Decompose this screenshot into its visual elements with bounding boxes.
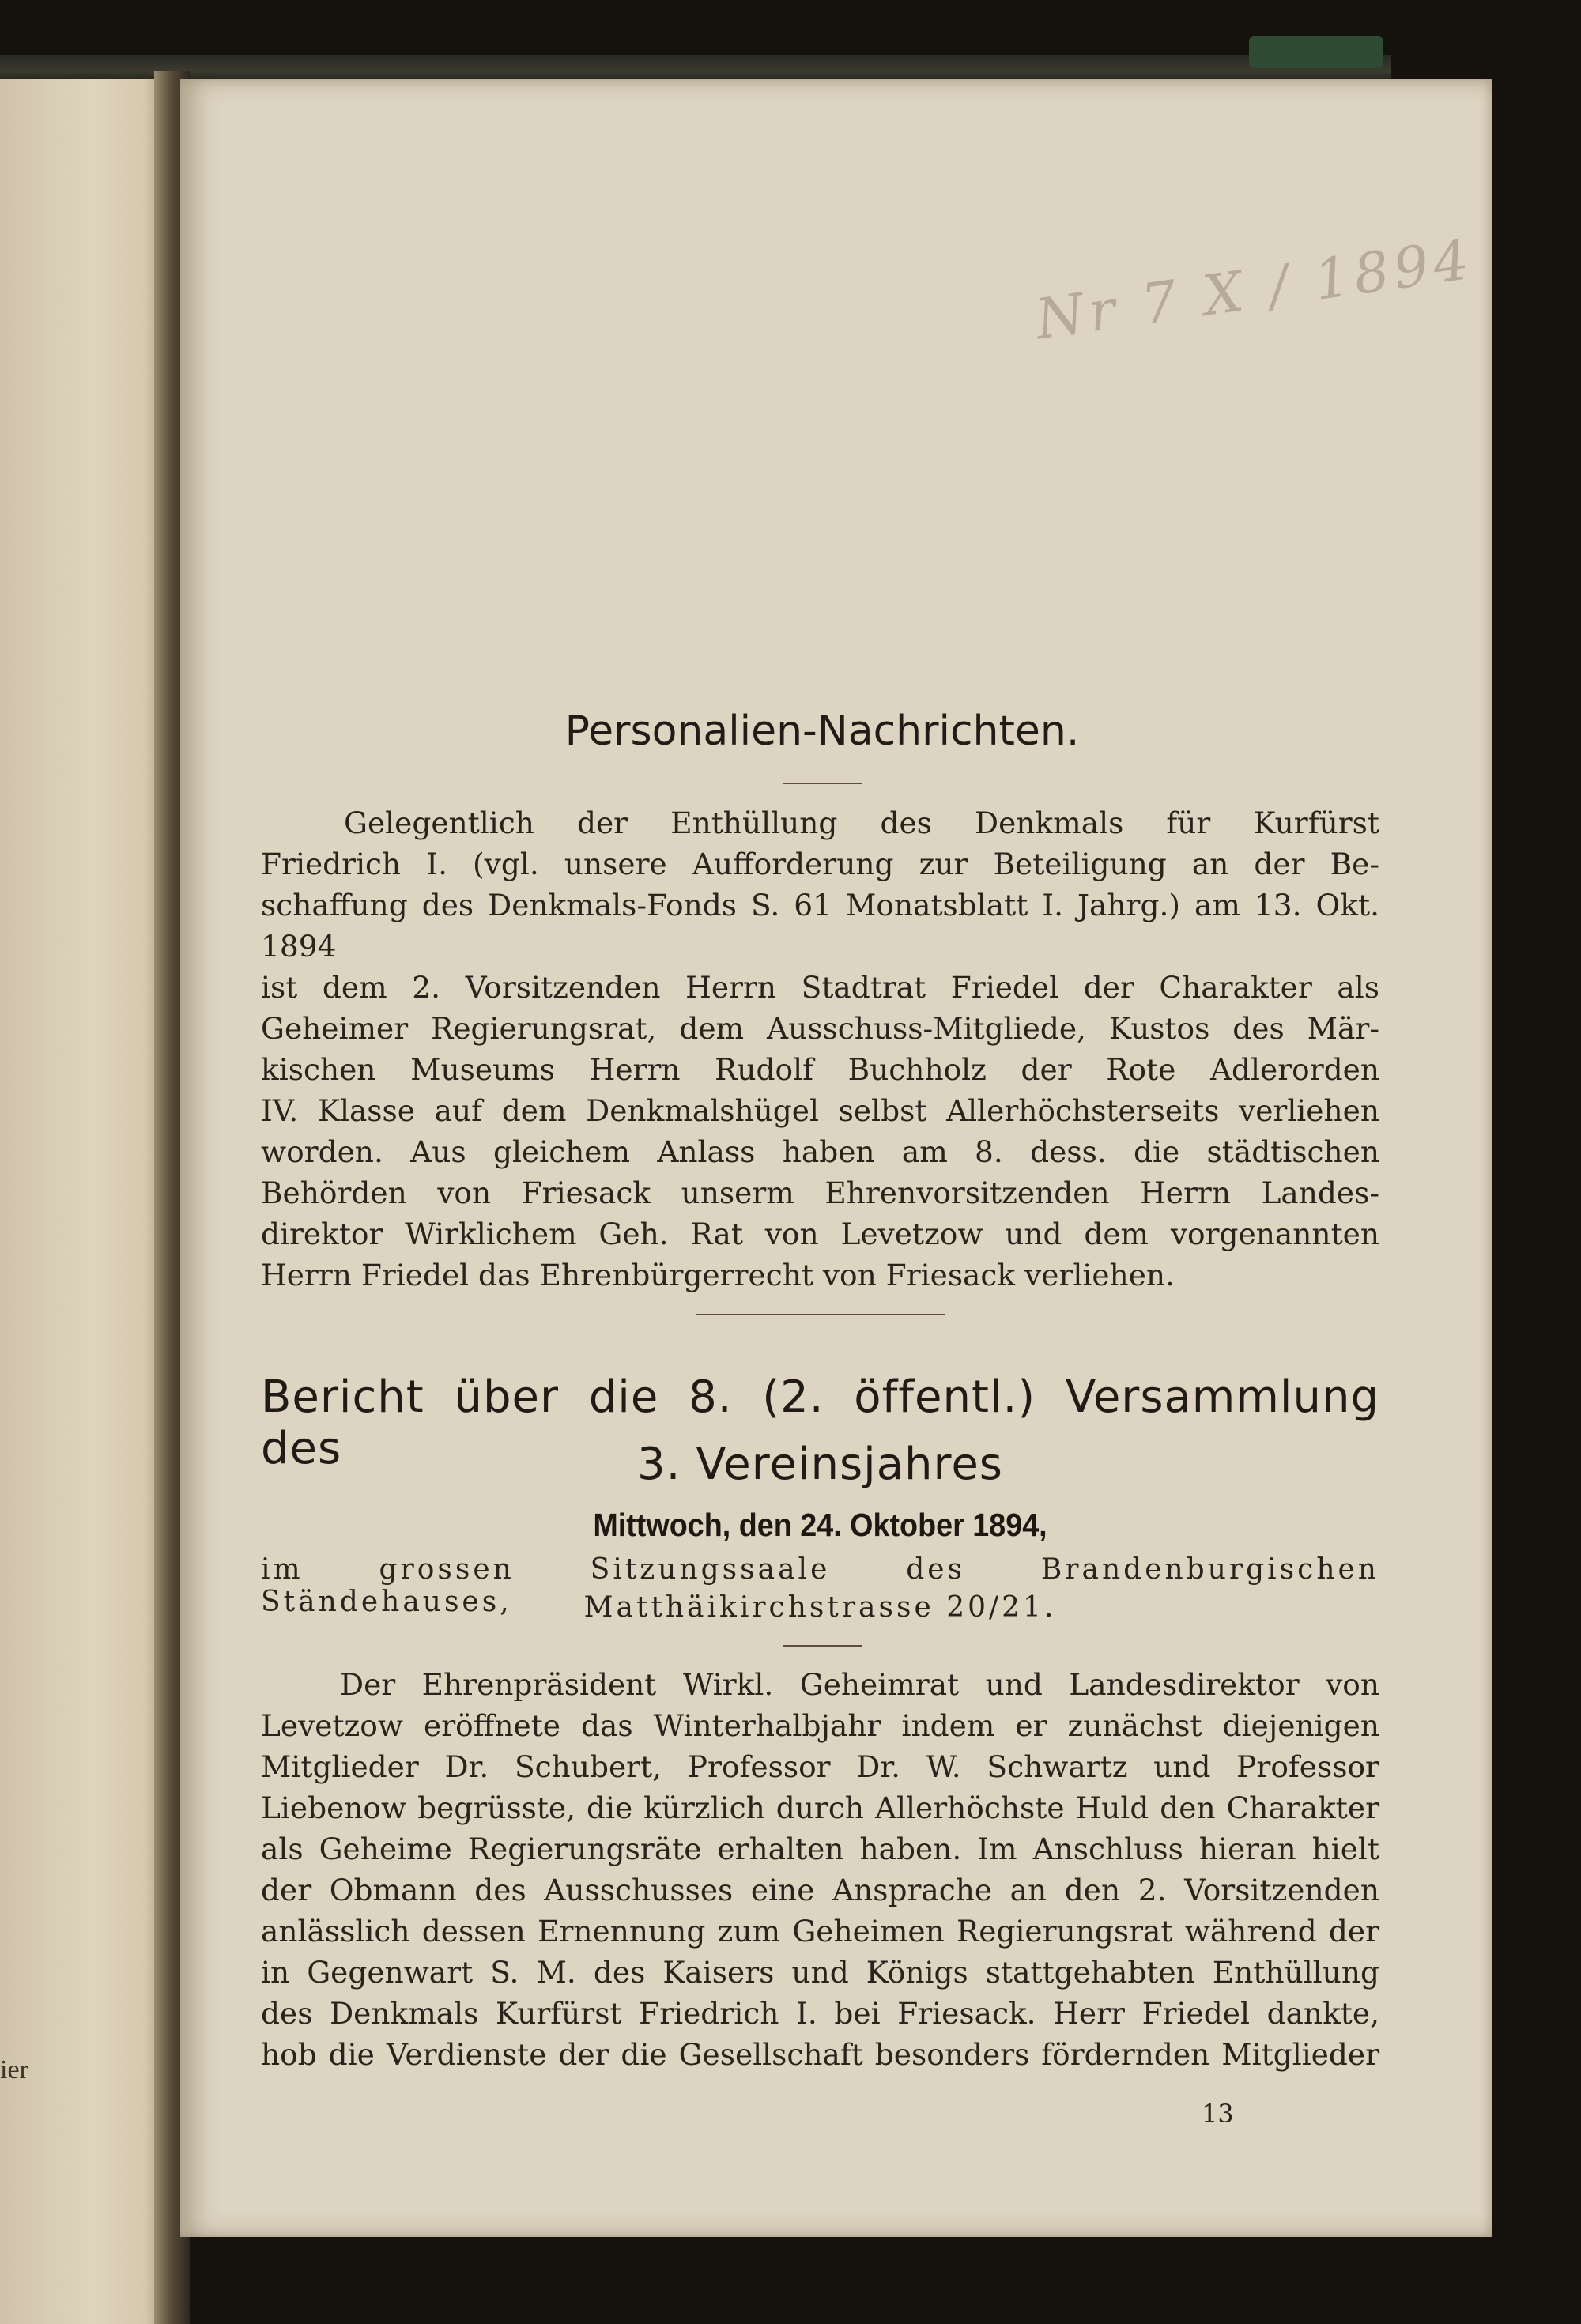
section-divider	[696, 1314, 945, 1315]
meeting-date: Mittwoch, den 24. Oktober 1894,	[593, 1507, 1047, 1543]
section-title-personalien: Personalien-Nachrichten.	[564, 707, 1080, 755]
report-title-line-1: Bericht über die 8. (2. öffentl.) Versammlung des	[261, 1371, 1379, 1474]
text-line: Gelegentlich der Enthüllung des Denkmals für Kurfürst	[344, 805, 1379, 840]
left-page-fragment: ier	[0, 2055, 28, 2084]
cover-cloth-fragment	[1249, 36, 1383, 68]
meeting-address: Matthäikirchstrasse 20/21.	[583, 1591, 1057, 1624]
page-number: 13	[1202, 2099, 1234, 2129]
personalien-paragraph	[261, 802, 1379, 1296]
text-line: Behörden von Friesack unserm Ehrenvorsitzenden Herrn Landes-	[261, 1175, 1379, 1210]
text-line: als Geheime Regierungsräte erhalten haben. Im Anschluss hieran hielt	[261, 1832, 1379, 1866]
handwritten-note: Nr 7 X / 1894	[1032, 226, 1477, 353]
text-line: der Obmann des Ausschusses eine Ansprache an den 2. Vorsitzenden	[261, 1873, 1379, 1907]
text-line: in Gegenwart S. M. des Kaisers und Königs stattgehabten Enthüllung	[261, 1955, 1379, 1990]
report-paragraph	[261, 1664, 1379, 2075]
text-line: Levetzow eröffnete das Winterhalbjahr indem er zunächst diejenigen	[261, 1708, 1379, 1743]
text-line: Friedrich I. (vgl. unsere Aufforderung zur Beteiligung an der Be-	[261, 847, 1379, 881]
text-line: schaffung des Denkmals-Fonds S. 61 Monatsblatt I. Jahrg.) am 13. Okt. 1894	[261, 888, 1379, 964]
text-line: anlässlich dessen Ernennung zum Geheimen Regierungsrat während der	[261, 1914, 1379, 1949]
text-line: Liebenow begrüsste, die kürzlich durch Allerhöchste Huld den Charakter	[261, 1790, 1379, 1825]
place-underline	[783, 1645, 862, 1647]
text-line: des Denkmals Kurfürst Friedrich I. bei Friesack. Herr Friedel dankte,	[261, 1996, 1379, 2031]
text-line: ist dem 2. Vorsitzenden Herrn Stadtrat Friedel der Charakter als	[261, 970, 1379, 1005]
text-line: Der Ehrenpräsident Wirkl. Geheimrat und Landesdirektor von	[340, 1667, 1379, 1702]
text-line: hob die Verdienste der die Gesellschaft besonders fördernden Mitglieder	[261, 2037, 1379, 2072]
meeting-place: im grossen Sitzungssaale des Brandenburgischen Ständehauses,	[261, 1553, 1379, 1618]
text-line: IV. Klasse auf dem Denkmalshügel selbst Allerhöchsterseits verliehen	[261, 1093, 1379, 1128]
text-line: Geheimer Regierungsrat, dem Ausschuss-Mitgliede, Kustos des Mär-	[261, 1011, 1379, 1046]
text-line: kischen Museums Herrn Rudolf Buchholz der Rote Adlerorden	[261, 1052, 1379, 1087]
left-page	[0, 79, 170, 2324]
report-title-line-2: 3. Vereinsjahres	[637, 1439, 1003, 1490]
text-line: Herrn Friedel das Ehrenbürgerrecht von Friesack verliehen.	[261, 1258, 1175, 1292]
text-line: Mitglieder Dr. Schubert, Professor Dr. W. Schwartz und Professor	[261, 1749, 1379, 1784]
text-line: worden. Aus gleichem Anlass haben am 8. dess. die städtischen	[261, 1134, 1379, 1169]
text-line: direktor Wirklichem Geh. Rat von Levetzow und dem vorgenannten	[261, 1217, 1379, 1251]
title-underline	[783, 783, 862, 784]
